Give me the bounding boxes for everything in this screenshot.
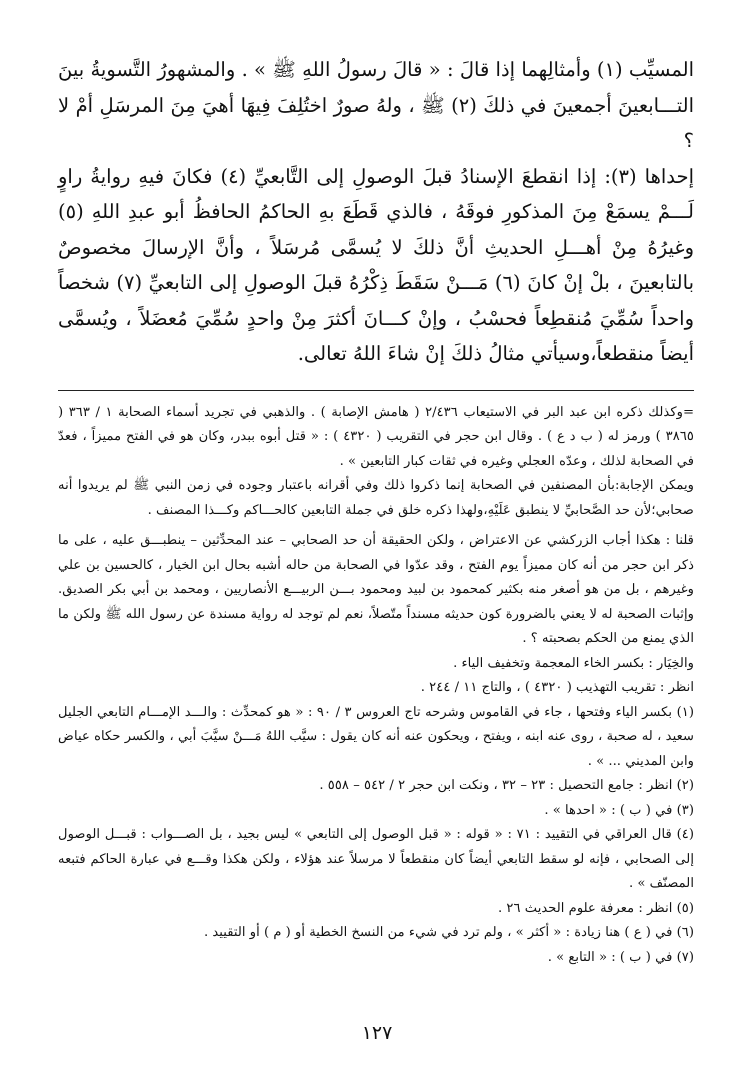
footnote-6: (٦) في ( ع ) هنا زيادة : « أكثر » ، ولم ترد في شيء من النسخ الخطية أو ( م ) أو التقييد . (203, 925, 694, 940)
book-page (58, 52, 694, 970)
footnotes-area (58, 401, 694, 971)
footnote-3: (٣) في ( ب ) : « احدها » . (544, 802, 694, 818)
footnote-1: (١) بكسر الياء وفتحها ، جاء في القاموس وشرحه تاج العروس ٣ / ٩٠ : « هو كمحدِّث : والـــد الإمـــام التابعي الجليل سعيد ، له صحبة ، روى عنه ابنه ، ويفتح ، ويحكون عنه أنه كان يقول : سيَّب اللهُ مَـــنْ سيَّبَ أبي ، والكسر حكاه عياض وابن المديني ... » . (58, 704, 694, 769)
footnote-separator (58, 390, 694, 391)
page-number: ١٢٧ (361, 1022, 393, 1044)
footnote-4: (٤) قال العراقي في التقييد : ٧١ : « قوله : « قبل الوصول إلى التابعي » ليس بجيد ، بل الصـــواب : قبـــل الوصول إلى الصحابي ، فإنه لو سقط التابعي أيضاً كان منقطعاً لا مرسلاً عند هؤلاء ، ولكن هكذا وقـــع في عبارة الحاكم فتبعه المصنّف » . (58, 827, 694, 891)
continued-note-4: والخِيَار : بكسر الخاء المعجمة وتخفيف الياء . (453, 655, 694, 671)
main-text (58, 52, 694, 372)
continued-note-2: ويمكن الإجابة:بأن المصنفين في الصحابة إنما ذكروا ذلك وفي أقرانه باعتبار وجوده في زمن النبي ﷺ لم يريدوا أنه صحابي؛لأن حد الصَّحابيِّ لا ينطبق عَلَيْهِ،ولهذا ذكره خلق في جملة التابعين كالحـــاكم وكـــذا المصنف . (58, 478, 694, 518)
continued-note-3: قلنا : هكذا أجاب الزركشي عن الاعتراض ، ولكن الحقيقة أن حد الصحابي – عند المحدِّثين – ينطبـــق عليه ، على ما ذكر ابن حجر من أنه كان مميزاً يوم الفتح ، وقد عدّوا في الصحابة من حاله أشبه بحال ابن الخيار ، كالحسين بن علي وغيرهم ، بل من هو أصغر منه بكثير كمحمود بن لبيد ومحمود بـــن الربيـــع الأنصاريين ، ومحمد بن أبي بكر الصديق. وإثبات الصحبة له لا يعني بالضرورة كون حديثه مسنداً متّصلاً، نعم لم توجد له رواية مسندة عن رسول الله ﷺ ولكن ما الذي يمنع من الحكم بصحبته ؟ . (58, 533, 694, 646)
continued-note-1: =وكذلك ذكره ابن عبد البر في الاستيعاب ٢/٤٣٦ ( هامش الإصابة ) . والذهبي في تجريد أسماء الصحابة ١ / ٣٦٣ ( ٣٨٦٥ ) ورمز له ( ب د ع ) . وقال ابن حجر في التقريب ( ٤٣٢٠ ) : « قتل أبوه ببدر، وكان هو في الفتح مميزاً ، فعدّ في الصحابة لذلك ، وعدّه العجلي وغيره في ثقات كبار التابعين » . (58, 404, 695, 469)
main-paragraph-2: إحداها (٣): إذا انقطعَ الإسنادُ قبلَ الوصولِ إلى التَّابعيِّ (٤) فكانَ فيهِ روايةُ راوٍ لَـــمْ يسمَعْ مِنَ المذكورِ فوقَهُ ، فالذي قَطَعَ بهِ الحاكمُ الحافظُ أبو عبدِ اللهِ (٥) وغيرُهُ مِنْ أهـــلِ الحديثِ أنَّ ذلكَ لا يُسمَّى مُرسَلاً ، وأنَّ الإرسالَ مخصوصٌ بالتابعينَ ، بلْ إنْ كانَ (٦) مَـــنْ سَقَطَ ذِكْرُهُ قبلَ الوصولِ إلى التابعيِّ (٧) شخصاً واحداً سُمِّيَ مُنقطِعاً فحسْبُ ، وإنْ كـــانَ أكثرَ مِنْ واحدٍ سُمِّيَ مُعضَلاً ، ويُسمَّى أيضاً منقطعاً،وسيأتي مثالُ ذلكَ إنْ شاءَ اللهُ تعالى. (58, 164, 694, 365)
footnote-7: (٧) في ( ب ) : « التابع » . (547, 949, 694, 965)
main-paragraph-1: المسيِّب (١) وأمثالِهما إذا قالَ : « قالَ رسولُ اللهِ ﷺ » . والمشهورُ التَّسويةُ بينَ التـــابعينَ أجمعينَ في ذلكَ (٢) ﷺ ، ولهُ صورٌ اختُلِفَ فِيهَا أهيَ مِنَ المرسَلِ أمْ لا ؟ (58, 58, 694, 152)
footnote-5: (٥) انظر : معرفة علوم الحديث ٢٦ . (497, 900, 694, 916)
continued-note-5: انظر : تقريب التهذيب ( ٤٣٢٠ ) ، والتاج ١١ / ٢٤٤ . (420, 680, 694, 695)
footnote-2: (٢) انظر : جامع التحصيل : ٢٣ – ٣٢ ، ونكت ابن حجر ٢ / ٥٤٢ – ٥٥٨ . (319, 778, 694, 793)
